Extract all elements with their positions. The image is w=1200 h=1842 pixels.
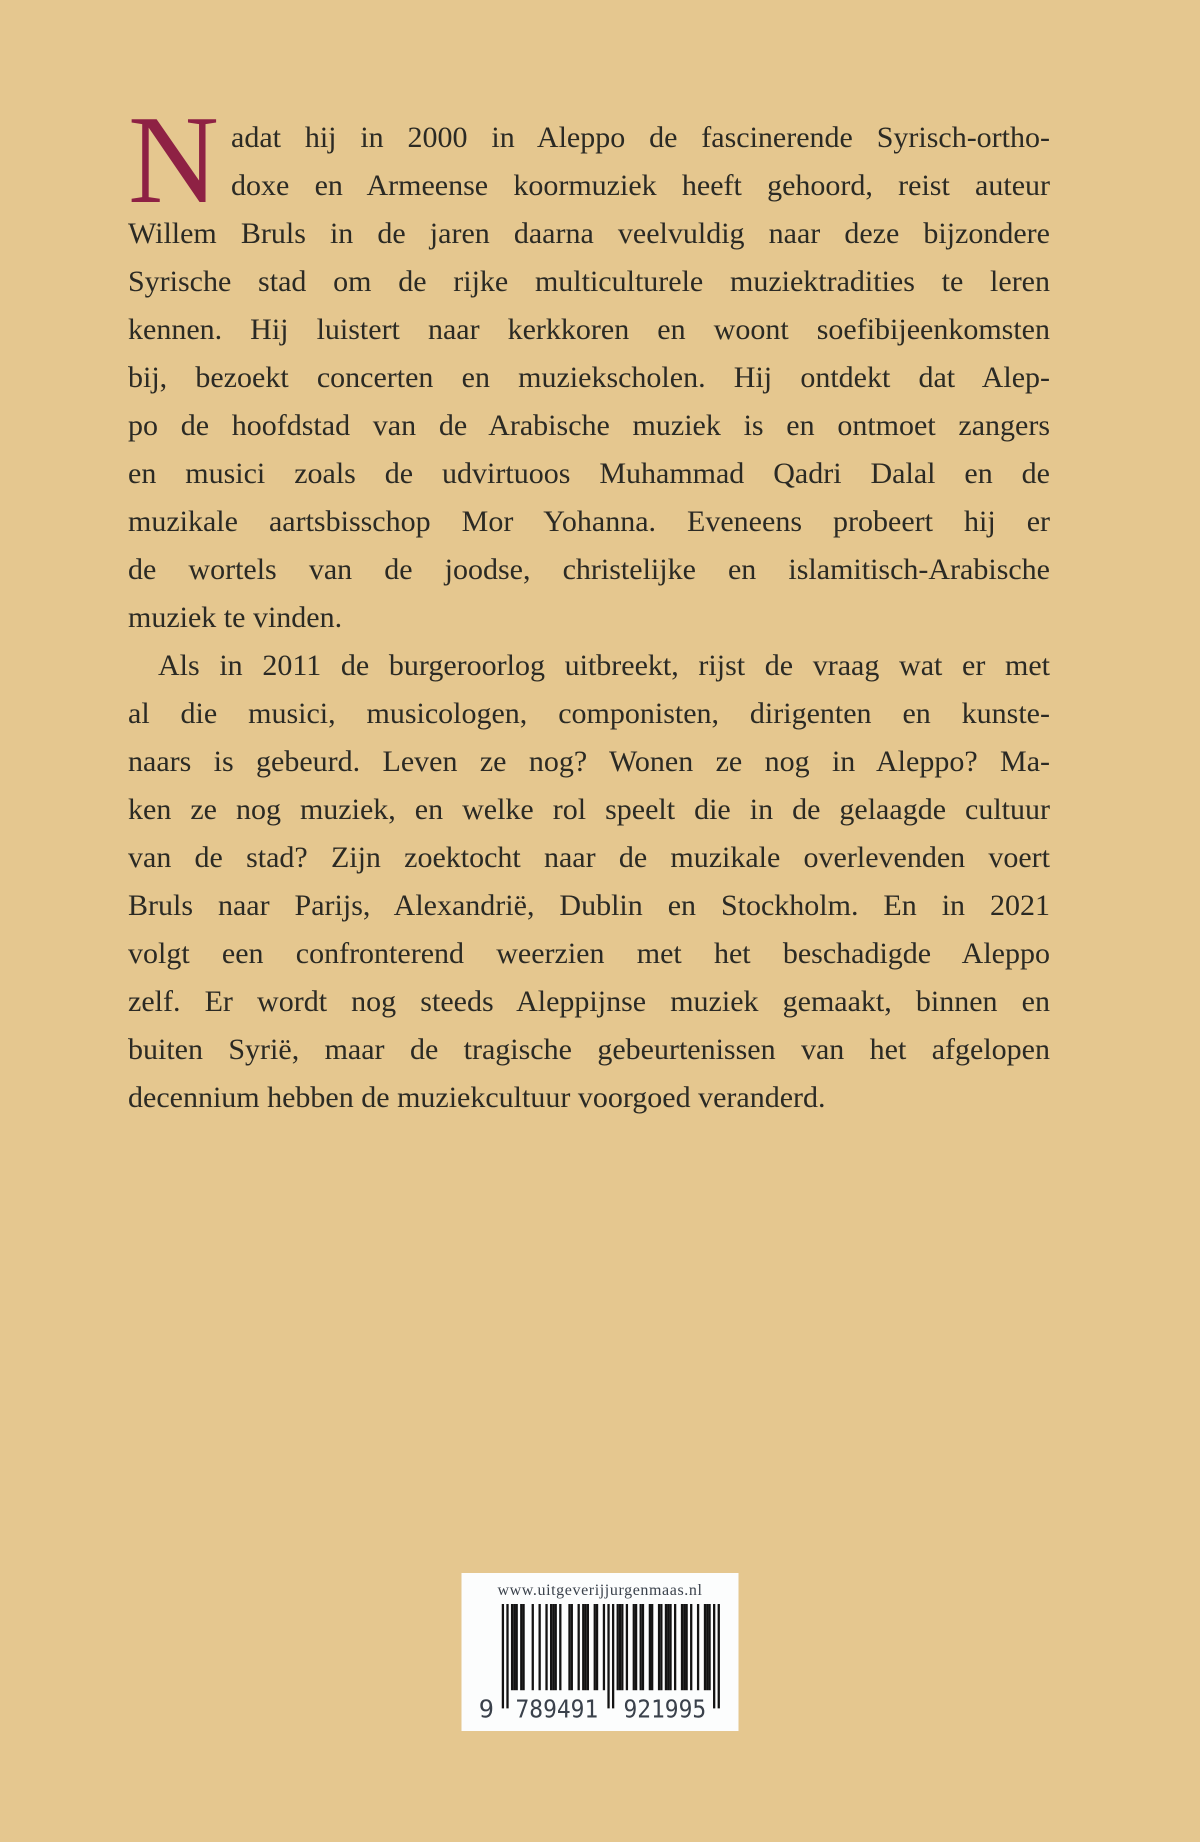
blurb-paragraph-1 <box>128 91 1050 642</box>
blurb-line: doxe en Armeense koormuziek heeft gehoord, reist auteur <box>231 169 1050 202</box>
blurb-line: naars is gebeurd. Leven ze nog? Wonen ze nog in Aleppo? Ma- <box>128 745 1050 778</box>
blurb-line: van de stad? Zijn zoektocht naar de muzikale overlevenden voert <box>128 841 1050 874</box>
blurb-line: de wortels van de joodse, christelijke en islamitisch-Arabische <box>128 553 1050 586</box>
blurb-line: kennen. Hij luistert naar kerkkoren en woont soefibijeenkomsten <box>128 313 1050 346</box>
blurb-line: Als in 2011 de burgeroorlog uitbreekt, rijst de vraag wat er met <box>158 649 1050 682</box>
isbn-lead-digit: 9 <box>478 1694 494 1722</box>
blurb-line: volgt een confronterend weerzien met het beschadigde Aleppo <box>128 937 1050 970</box>
blurb-text <box>128 91 1050 1122</box>
ean13-barcode <box>476 1604 724 1722</box>
blurb-line: decennium hebben de muziekcultuur voorgoed veranderd. <box>128 1081 826 1114</box>
blurb-line: muzikale aartsbisschop Mor Yohanna. Eveneens probeert hij er <box>128 505 1050 538</box>
blurb-line: po de hoofdstad van de Arabische muziek is en ontmoet zangers <box>128 409 1050 442</box>
paragraph-2-lines <box>128 642 1050 1122</box>
blurb-line: zelf. Er wordt nog steeds Aleppijnse muziek gemaakt, binnen en <box>128 985 1050 1018</box>
isbn-group-2: 921995 <box>622 1694 706 1722</box>
dropcap-letter: N <box>128 91 219 230</box>
blurb-line: buiten Syrië, maar de tragische gebeurtenissen van het afgelopen <box>128 1033 1050 1066</box>
barcode-panel <box>462 1573 739 1731</box>
blurb-line: ken ze nog muziek, en welke rol speelt die in de gelaagde cultuur <box>128 793 1050 826</box>
blurb-line: en musici zoals de udvirtuoos Muhammad Qadri Dalal en de <box>128 457 1050 490</box>
paragraph-1-lines <box>128 91 1050 642</box>
blurb-line: bij, bezoekt concerten en muziekscholen. Hij ontdekt dat Alep- <box>128 361 1050 394</box>
blurb-paragraph-2 <box>128 642 1050 1122</box>
publisher-website: www.uitgeverijjurgenmaas.nl <box>497 1582 703 1599</box>
isbn-group-1: 789491 <box>515 1694 598 1722</box>
blurb-line: al die musici, musicologen, componisten, dirigenten en kunste- <box>128 697 1050 730</box>
blurb-line: muziek te vinden. <box>128 601 343 634</box>
blurb-line: Willem Bruls in de jaren daarna veelvuldig naar deze bijzondere <box>128 217 1050 250</box>
blurb-line: Bruls naar Parijs, Alexandrië, Dublin en Stockholm. En in 2021 <box>128 889 1050 922</box>
blurb-line: adat hij in 2000 in Aleppo de fascinerende Syrisch-ortho- <box>231 121 1050 154</box>
blurb-line: Syrische stad om de rijke multiculturele muziektradities te leren <box>128 265 1050 298</box>
